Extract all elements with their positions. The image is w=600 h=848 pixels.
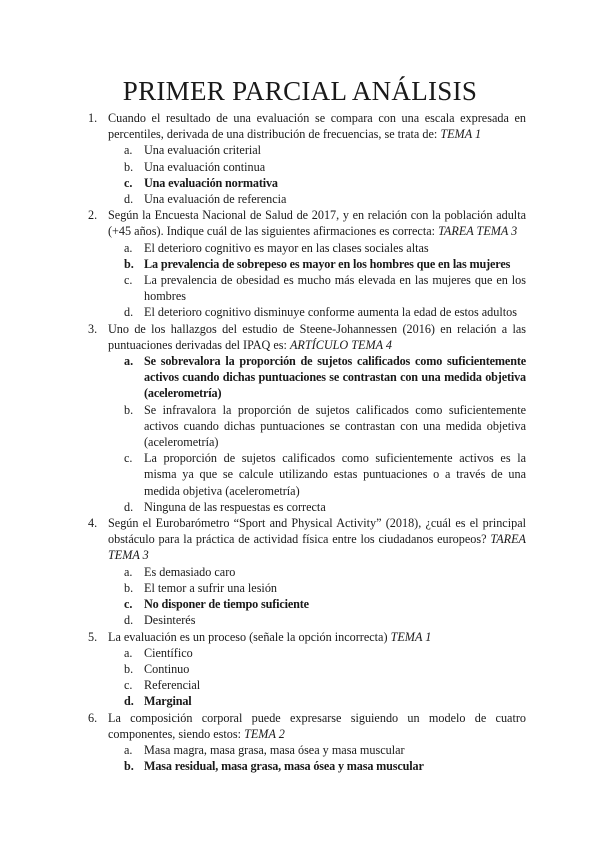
question-body: Según la Encuesta Nacional de Salud de 2017, y en relación con la población adulta (+45 años). Indique cuál de las siguientes afirmaciones es correcta: bbox=[108, 208, 526, 239]
answer-option bbox=[108, 402, 526, 451]
option-text: Masa residual, masa grasa, masa ósea y masa muscular bbox=[144, 759, 424, 774]
option-list bbox=[108, 240, 526, 321]
question-number: 5. bbox=[88, 629, 98, 644]
option-text: Científico bbox=[144, 645, 193, 660]
option-letter: c. bbox=[124, 451, 133, 466]
option-letter: a. bbox=[124, 354, 134, 369]
question-body: Uno de los hallazgos del estudio de Steene-Johannessen (2016) en relación a las puntuaciones derivadas del IPAQ es: bbox=[108, 321, 526, 352]
answer-option bbox=[108, 450, 526, 499]
question-tag: TEMA 2 bbox=[244, 726, 285, 741]
option-letter: b. bbox=[124, 256, 134, 271]
answer-option-correct bbox=[108, 596, 526, 612]
option-list bbox=[108, 742, 526, 774]
question-body: Según el Eurobarómetro “Sport and Physical Activity” (2018), ¿cuál es el principal obstáculo para la práctica de actividad física entre los ciudadanos europeos? bbox=[108, 516, 526, 547]
question-text bbox=[108, 629, 526, 645]
answer-option bbox=[108, 661, 526, 677]
option-text: Se sobrevalora la proporción de sujetos calificados como suficientemente activos cuando dichas puntuaciones se contrastan con una medida objetiva (acelerometría) bbox=[144, 354, 526, 401]
answer-option bbox=[108, 580, 526, 596]
option-text: Ninguna de las respuestas es correcta bbox=[144, 499, 326, 514]
option-text: El temor a sufrir una lesión bbox=[144, 580, 278, 595]
option-letter: a. bbox=[124, 240, 133, 255]
option-text: El deterioro cognitivo es mayor en las clases sociales altas bbox=[144, 240, 429, 255]
question-item bbox=[88, 629, 526, 710]
option-letter: a. bbox=[124, 564, 133, 579]
option-text: Marginal bbox=[144, 694, 192, 709]
question-text bbox=[108, 321, 526, 353]
question-number: 6. bbox=[88, 710, 98, 725]
option-letter: c. bbox=[124, 273, 133, 288]
question-text bbox=[108, 515, 526, 564]
answer-option bbox=[108, 142, 526, 158]
option-list bbox=[108, 645, 526, 710]
option-letter: b. bbox=[124, 402, 134, 417]
option-text: Una evaluación normativa bbox=[144, 175, 278, 190]
option-text: Referencial bbox=[144, 678, 201, 693]
answer-option bbox=[108, 677, 526, 693]
answer-option bbox=[108, 645, 526, 661]
option-letter: d. bbox=[124, 613, 134, 628]
option-letter: b. bbox=[124, 661, 134, 676]
option-text: Desinterés bbox=[144, 613, 196, 628]
answer-option bbox=[108, 191, 526, 207]
option-letter: d. bbox=[124, 499, 134, 514]
answer-option bbox=[108, 742, 526, 758]
option-letter: a. bbox=[124, 143, 133, 158]
question-text bbox=[108, 710, 526, 742]
option-text: La proporción de sujetos calificados como suficientemente activos es la misma ya que se calcule utilizando estas puntuaciones o a través de una medida objetiva (acelerometría) bbox=[144, 451, 526, 498]
question-number: 1. bbox=[88, 111, 98, 125]
question-item bbox=[88, 515, 526, 628]
question-text bbox=[108, 110, 526, 142]
option-letter: c. bbox=[124, 678, 133, 693]
option-text: Se infravalora la proporción de sujetos calificados como suficientemente activos cuando dichas puntuaciones se contrastan con una medida objetiva (acelerometría) bbox=[144, 402, 526, 450]
option-text: La prevalencia de sobrepeso es mayor en los hombres que en las mujeres bbox=[144, 256, 511, 271]
option-text: Una evaluación de referencia bbox=[144, 192, 287, 207]
option-text: Masa magra, masa grasa, masa ósea y masa muscular bbox=[144, 742, 405, 757]
option-text: Es demasiado caro bbox=[144, 564, 236, 579]
option-text: El deterioro cognitivo disminuye conforme aumenta la edad de estos adultos bbox=[144, 305, 517, 320]
answer-option-correct bbox=[108, 256, 526, 272]
answer-option-correct bbox=[108, 353, 526, 402]
option-letter: d. bbox=[124, 305, 134, 320]
option-letter: a. bbox=[124, 742, 133, 757]
option-letter: c. bbox=[124, 597, 133, 612]
option-text: No disponer de tiempo suficiente bbox=[144, 597, 309, 612]
answer-option bbox=[108, 159, 526, 175]
answer-option bbox=[108, 564, 526, 580]
option-letter: b. bbox=[124, 580, 134, 595]
question-list bbox=[88, 110, 526, 774]
option-text: Una evaluación continua bbox=[144, 159, 266, 174]
question-text bbox=[108, 207, 526, 239]
question-body: Cuando el resultado de una evaluación se compara con una escala expresada en percentiles, derivada de una distribución de frecuencias, se trata de: bbox=[108, 111, 526, 142]
question-tag: ARTÍCULO TEMA 4 bbox=[289, 337, 393, 352]
question-tag: TAREA TEMA 3 bbox=[108, 532, 526, 563]
option-list bbox=[108, 353, 526, 515]
page-title: PRIMER PARCIAL ANÁLISIS bbox=[122, 76, 478, 106]
option-letter: b. bbox=[124, 759, 134, 774]
option-letter: d. bbox=[124, 694, 134, 709]
answer-option bbox=[108, 240, 526, 256]
option-list bbox=[108, 564, 526, 629]
option-letter: c. bbox=[124, 175, 133, 190]
question-tag: TEMA 1 bbox=[390, 629, 432, 644]
answer-option-correct bbox=[108, 175, 526, 191]
question-number: 3. bbox=[88, 321, 98, 336]
answer-option bbox=[108, 304, 526, 320]
question-item bbox=[88, 321, 526, 515]
option-text: Una evaluación criterial bbox=[144, 143, 262, 158]
question-item bbox=[88, 710, 526, 775]
answer-option bbox=[108, 499, 526, 515]
question-tag: TEMA 1 bbox=[440, 127, 482, 142]
question-tag: TAREA TEMA 3 bbox=[438, 224, 518, 239]
answer-option-correct bbox=[108, 693, 526, 709]
option-letter: d. bbox=[124, 192, 134, 207]
option-letter: a. bbox=[124, 645, 133, 660]
option-letter: b. bbox=[124, 159, 134, 174]
question-item bbox=[88, 110, 526, 207]
question-number: 4. bbox=[88, 516, 98, 531]
answer-option bbox=[108, 272, 526, 304]
answer-option bbox=[108, 612, 526, 628]
option-list bbox=[108, 142, 526, 207]
question-body: La composición corporal puede expresarse siguiendo un modelo de cuatro componentes, siendo estos: bbox=[108, 710, 526, 741]
option-text: La prevalencia de obesidad es mucho más elevada en las mujeres que en los hombres bbox=[144, 273, 526, 304]
answer-option-correct bbox=[108, 758, 526, 774]
option-text: Continuo bbox=[144, 661, 190, 676]
question-body: La evaluación es un proceso (señale la opción incorrecta) bbox=[108, 629, 388, 644]
question-number: 2. bbox=[88, 208, 98, 223]
question-item bbox=[88, 207, 526, 320]
